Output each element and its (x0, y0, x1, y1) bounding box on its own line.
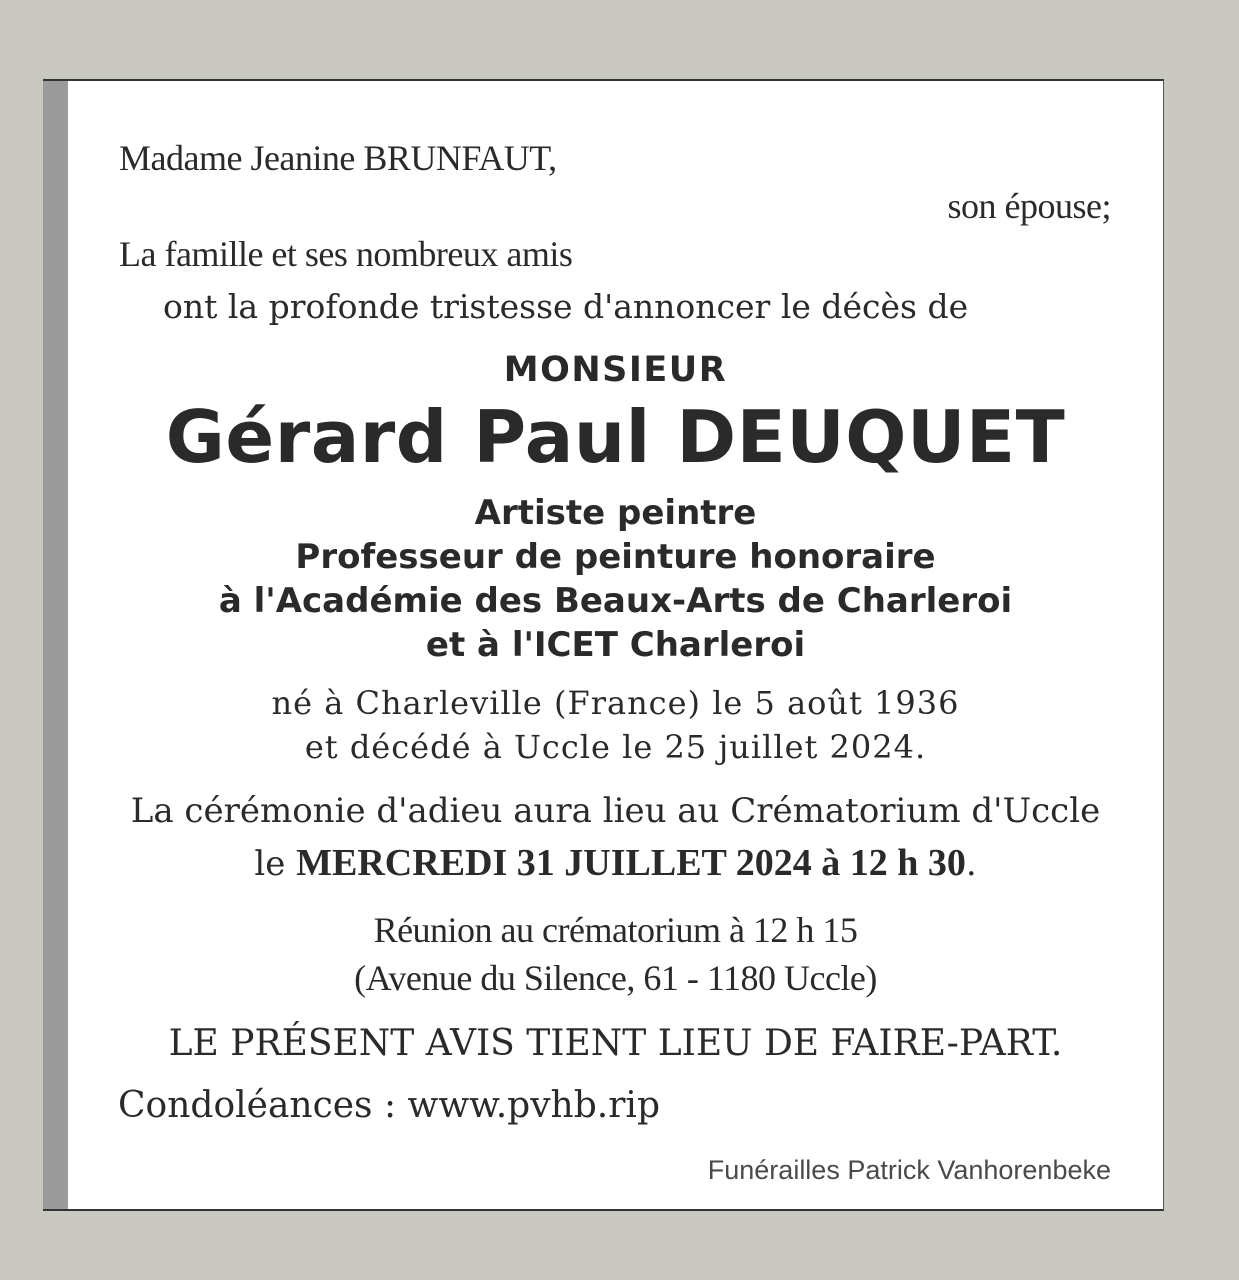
announcement-line: ont la profonde tristesse d'annoncer le décès de (163, 287, 969, 326)
ceremony-line: La cérémonie d'adieu aura lieu au Crématorium d'Uccle (130, 791, 1101, 831)
obituary-card (43, 79, 1164, 1211)
ceremony-date: MERCREDI 31 JUILLET 2024 à 12 h 30 (296, 842, 966, 884)
birth-line: né à Charleville (France) le 5 août 1936 (271, 684, 960, 722)
deceased-name: Gérard Paul DEUQUET (165, 395, 1066, 479)
role-line-2: Professeur de peinture honoraire (295, 537, 936, 577)
role-line-4: et à l'ICET Charleroi (425, 625, 806, 665)
address-line: (Avenue du Silence, 61 - 1180 Uccle) (354, 958, 877, 998)
ceremony-date-line (68, 841, 1163, 885)
meeting-line: Réunion au crématorium à 12 h 15 (373, 910, 858, 950)
spouse-name: Madame Jeanine BRUNFAUT, (119, 138, 557, 178)
family-line: La famille et ses nombreux amis (119, 234, 573, 274)
honorific-title: MONSIEUR (503, 350, 728, 390)
role-line-3: à l'Académie des Beaux-Arts de Charleroi (218, 581, 1013, 621)
spouse-role: son épouse; (947, 186, 1111, 226)
role-line-1: Artiste peintre (474, 493, 757, 533)
funeral-home-credit: Funérailles Patrick Vanhorenbeke (707, 1155, 1111, 1185)
date-prefix: le (254, 844, 297, 884)
condolences-link[interactable]: Condoléances : www.pvhb.rip (118, 1085, 660, 1126)
death-line: et décédé à Uccle le 25 juillet 2024. (304, 728, 927, 766)
notice-line: LE PRÉSENT AVIS TIENT LIEU DE FAIRE-PART. (168, 1023, 1063, 1064)
date-suffix: . (965, 844, 977, 884)
side-bar (43, 81, 68, 1209)
